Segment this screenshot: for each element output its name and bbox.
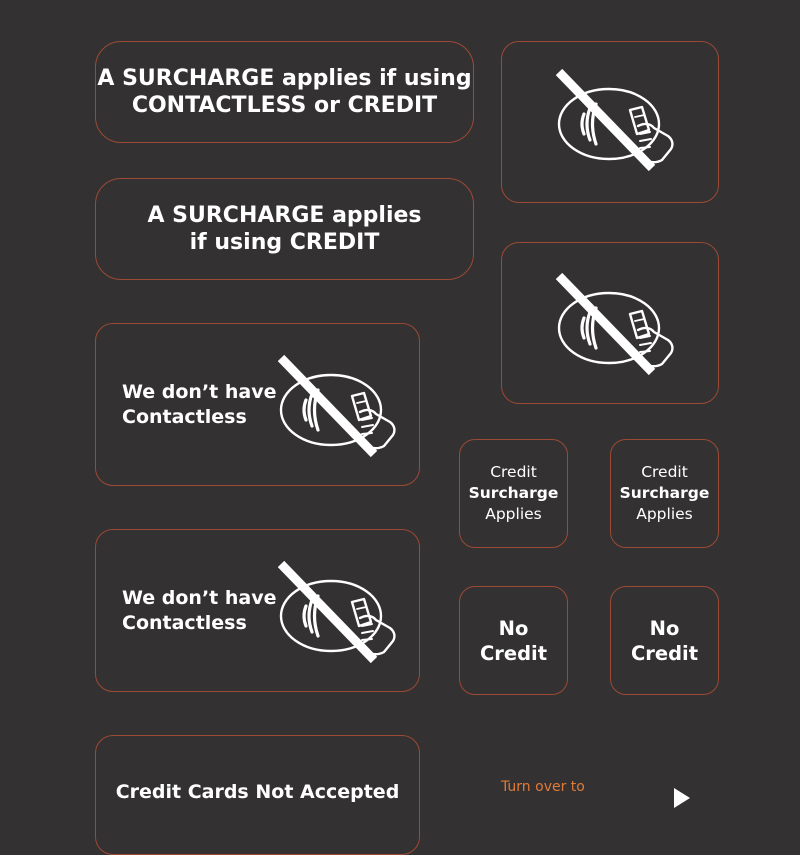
credit-not-accepted-card <box>95 735 420 855</box>
no-contactless-line-2: Contactless <box>122 611 247 634</box>
no-contactless-text <box>122 586 277 636</box>
no-contactless-line-1: We don’t have <box>122 380 277 403</box>
no-contactless-card <box>95 529 420 692</box>
no-contactless-text <box>122 380 277 430</box>
no-contactless-line-2: Contactless <box>122 405 247 428</box>
credit-surcharge-line-1: Credit <box>641 463 688 481</box>
turn-over-label: Turn over to <box>501 779 585 795</box>
credit-surcharge-card <box>610 439 719 548</box>
credit-not-accepted-text: Credit Cards Not Accepted <box>115 781 400 803</box>
surcharge-contactless-credit-card <box>95 41 474 143</box>
no-contactless-card <box>95 323 420 486</box>
no-credit-line-2: Credit <box>630 641 699 665</box>
credit-surcharge-text <box>469 462 559 525</box>
no-credit-line-1: No <box>498 616 529 640</box>
credit-surcharge-line-1: Credit <box>490 463 537 481</box>
no-contactless-icon-card <box>501 242 719 404</box>
credit-surcharge-line-2: Surcharge <box>619 484 710 502</box>
no-contactless-icon-card <box>501 41 719 203</box>
surcharge-credit-line-2: if using CREDIT <box>189 230 380 255</box>
no-credit-line-2: Credit <box>479 641 548 665</box>
no-contactless-icon <box>554 272 684 376</box>
no-contactless-icon <box>276 354 406 458</box>
credit-surcharge-line-3: Applies <box>636 505 693 523</box>
no-credit-card <box>610 586 719 695</box>
credit-surcharge-text <box>620 462 710 525</box>
surcharge-credit-line-1: A SURCHARGE applies <box>147 203 422 228</box>
surcharge-line-1: A SURCHARGE applies if using <box>97 66 472 91</box>
no-contactless-icon <box>276 560 406 664</box>
no-contactless-line-1: We don’t have <box>122 586 277 609</box>
no-credit-line-1: No <box>649 616 680 640</box>
credit-surcharge-card <box>459 439 568 548</box>
no-credit-card <box>459 586 568 695</box>
surcharge-contactless-credit-text <box>97 65 471 119</box>
no-contactless-icon <box>554 68 684 172</box>
credit-surcharge-line-3: Applies <box>485 505 542 523</box>
arrow-right-icon <box>672 788 692 808</box>
surcharge-credit-text <box>147 202 421 256</box>
no-credit-text <box>480 616 547 666</box>
no-credit-text <box>631 616 698 666</box>
credit-surcharge-line-2: Surcharge <box>468 484 559 502</box>
surcharge-credit-card <box>95 178 474 280</box>
surcharge-line-2: CONTACTLESS or CREDIT <box>131 93 438 118</box>
